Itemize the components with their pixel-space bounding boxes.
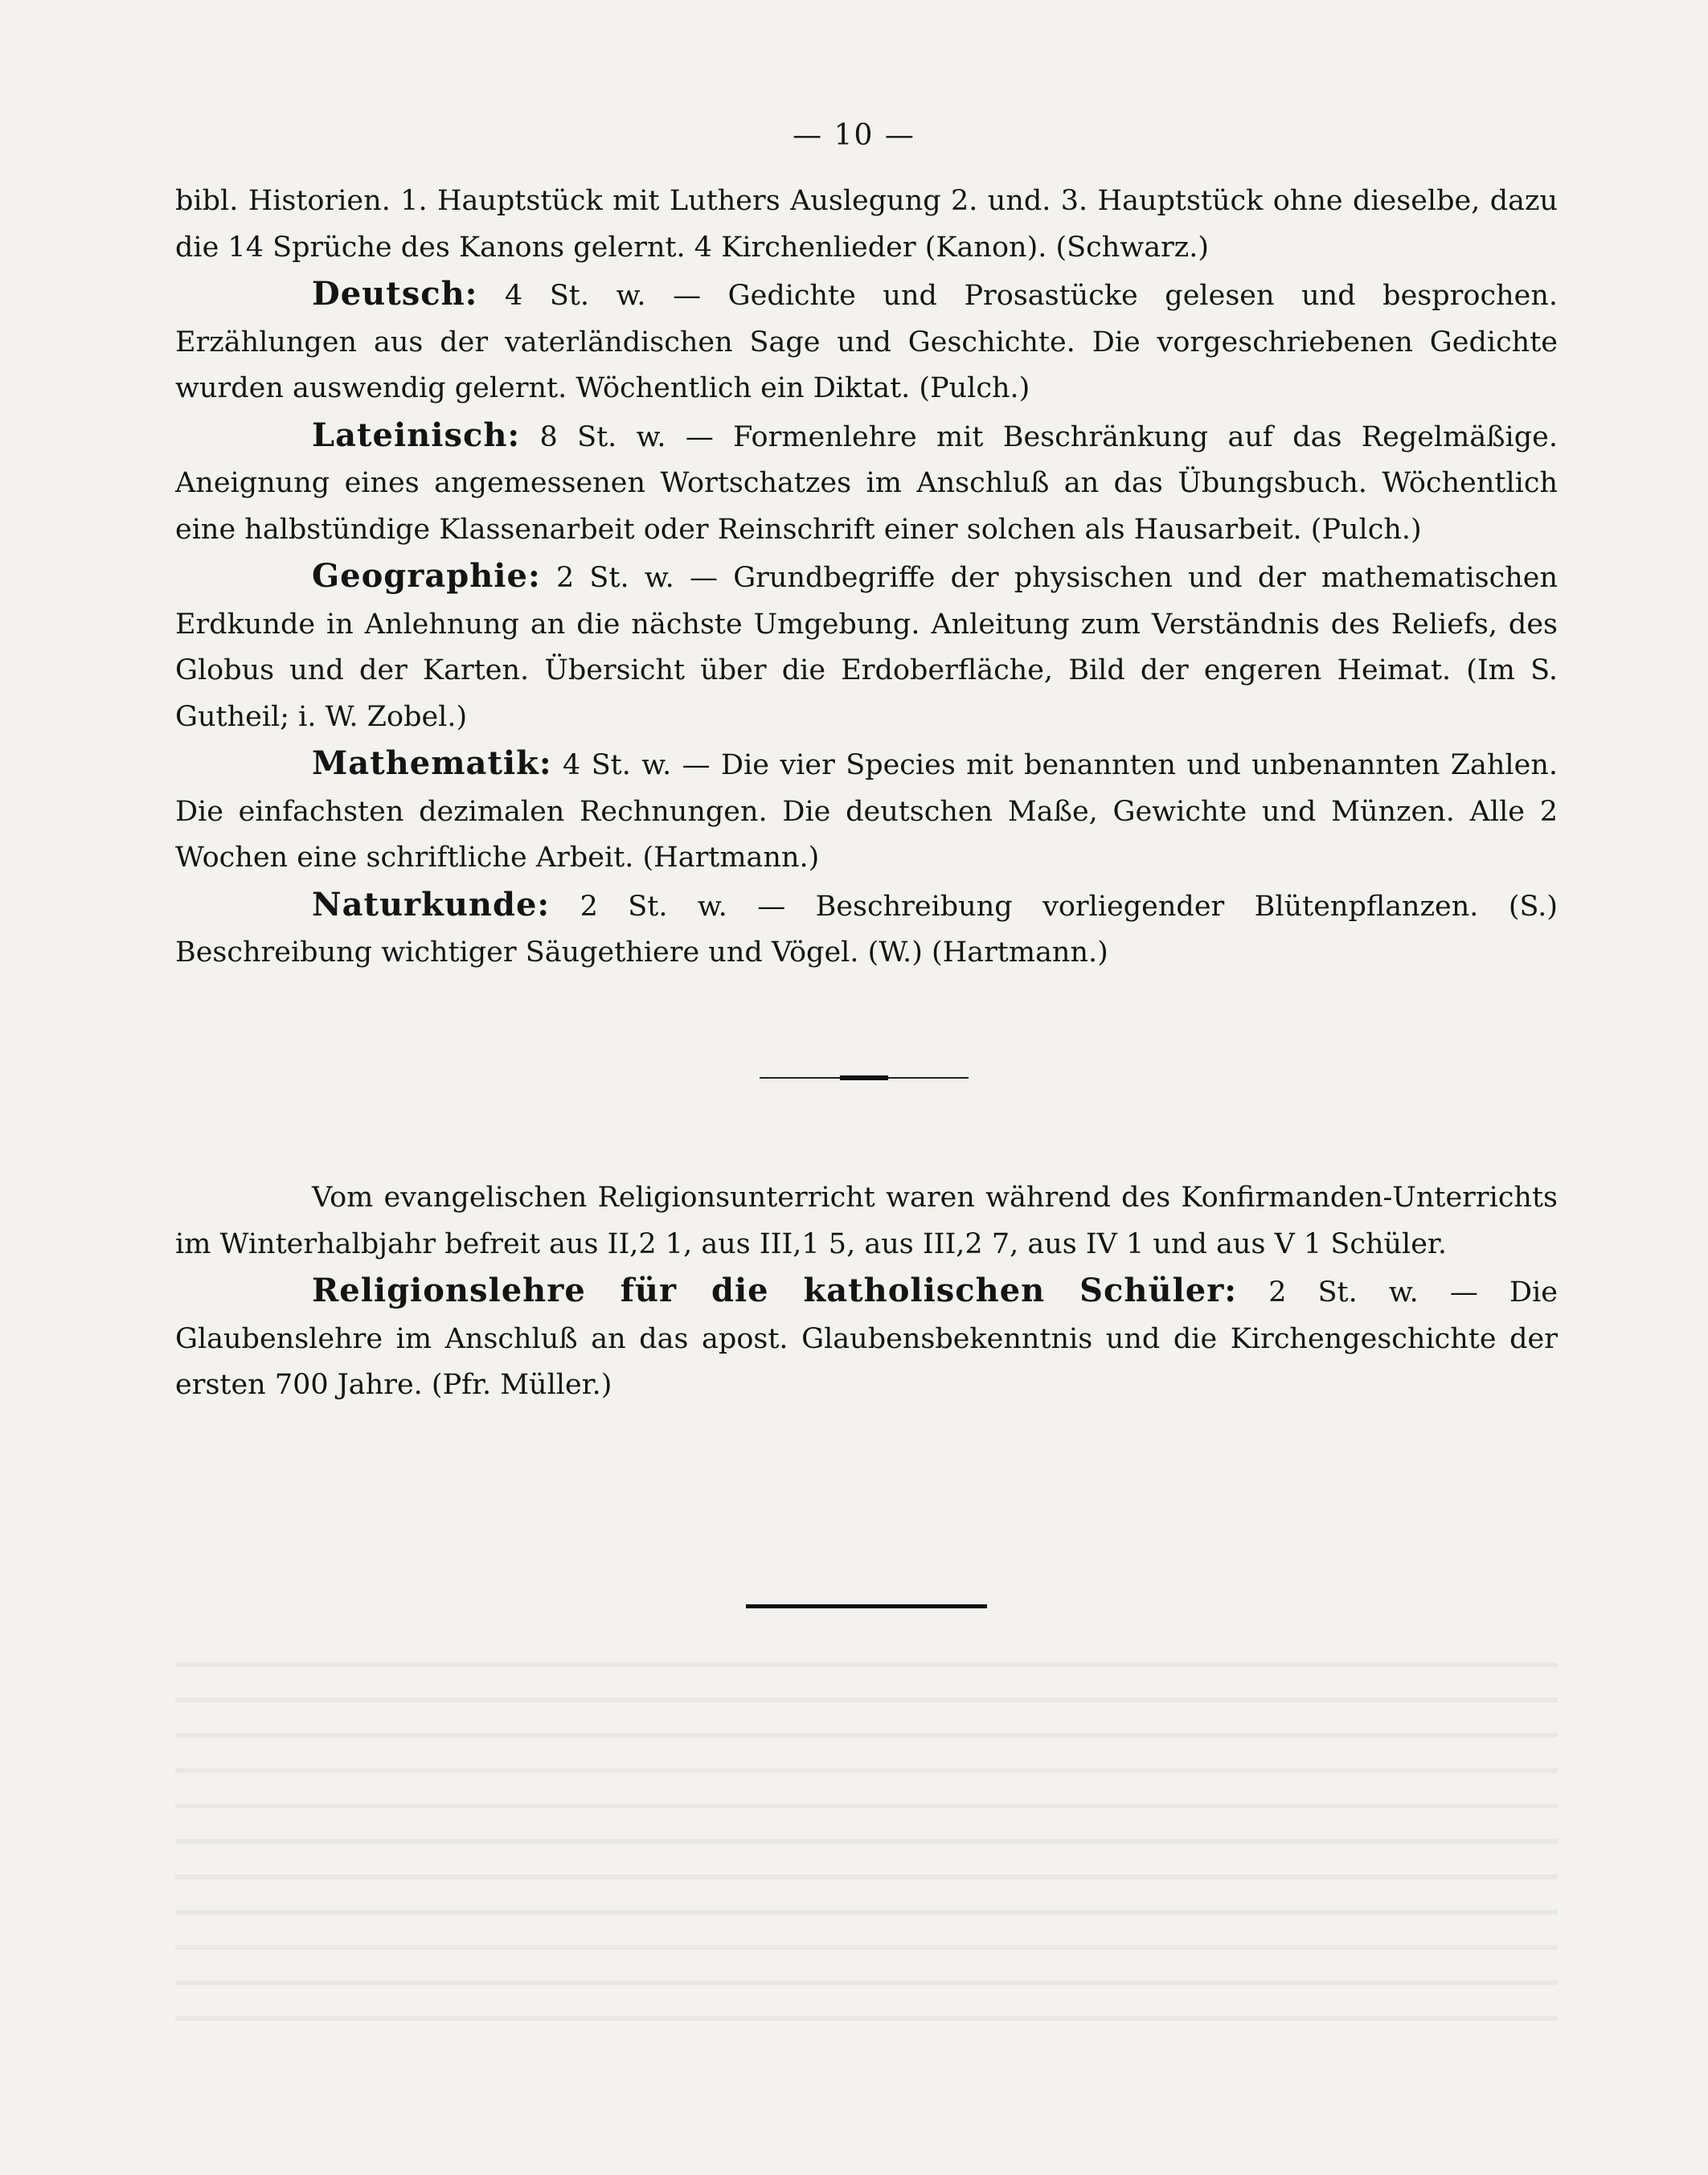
subject-heading: Geographie: <box>312 557 541 595</box>
paragraph-deutsch <box>175 271 1558 412</box>
page-number: — 10 — <box>793 119 915 152</box>
subject-heading: Religionslehre für die katholischen Schüler: <box>312 1272 1238 1309</box>
ornamental-divider <box>760 1075 969 1080</box>
paragraph-catholic-religion <box>175 1268 1558 1409</box>
subject-heading: Mathematik: <box>312 744 552 782</box>
paragraph-exemption-note <box>175 1175 1558 1268</box>
paragraph-text: 2 St. w. — Die Glaubenslehre im Anschluß an das apost. Glaubensbekenntnis und die Kirchengeschichte der ersten 700 Jahre. (Pfr. Müller.) <box>175 1276 1558 1401</box>
paragraph-text: 2 St. w. — Grundbegriffe der physischen und der mathematischen Erdkunde in Anlehnung an die nächste Umgebung. Anleitung zum Verständnis des Reliefs, des Globus und der Karten. Übersicht über die Erdoberfläche, Bild der engeren Heimat. (Im S. Gutheil; i. W. Zobel.) <box>175 562 1558 733</box>
exemptions-section <box>175 1175 1558 1409</box>
subject-heading: Naturkunde: <box>312 885 551 924</box>
subject-heading: Lateinisch: <box>312 416 521 454</box>
paragraph-text: 4 St. w. — Gedichte und Prosastücke gelesen und besprochen. Erzählungen aus der vaterländischen Sage und Geschichte. Die vorgeschriebenen Gedichte wurden auswendig gelernt. Wöchentlich ein Diktat. (Pulch.) <box>175 280 1558 404</box>
paragraph-text: bibl. Historien. 1. Hauptstück mit Luthers Auslegung 2. und. 3. Hauptstück ohne dieselbe, dazu die 14 Sprüche des Kanons gelernt. 4 Kirchenlieder (Kanon). (Schwarz.) <box>175 185 1558 264</box>
paragraph-naturkunde <box>175 882 1558 977</box>
paragraph-text: 4 St. w. — Die vier Species mit benannten und unbenannten Zahlen. Die einfachsten dezimalen Rechnungen. Die deutschen Maße, Gewichte und Münzen. Alle 2 Wochen eine schriftliche Arbeit. (Hartmann.) <box>175 749 1558 874</box>
show-through-texture <box>175 1632 1558 2050</box>
paragraph-text: 8 St. w. — Formenlehre mit Beschränkung auf das Regelmäßige. Aneignung eines angemessenen Wortschatzes im Anschluß an das Übungsbuch. Wöchentlich eine halbstündige Klassenarbeit oder Reinschrift einer solchen als Hausarbeit. (Pulch.) <box>175 420 1558 546</box>
paragraph-text: Vom evangelischen Religionsunterricht waren während des Konfirmanden-Unterrichts im Winterhalbjahr befreit aus II,2 1, aus III,1 5, aus III,2 7, aus IV 1 und aus V 1 Schüler. <box>175 1182 1558 1260</box>
paragraph-geographie <box>175 553 1558 740</box>
paragraph-lateinisch <box>175 412 1558 554</box>
curriculum-section <box>175 178 1558 977</box>
paragraph-religion-continuation <box>175 178 1558 271</box>
divider-center-bar <box>840 1075 888 1080</box>
closing-rule <box>746 1604 987 1608</box>
subject-heading: Deutsch: <box>312 275 478 313</box>
paragraph-mathematik <box>175 740 1558 882</box>
paragraph-text: 2 St. w. — Beschreibung vorliegender Blütenpflanzen. (S.) Beschreibung wichtiger Säugethiere und Vögel. (W.) (Hartmann.) <box>175 890 1558 969</box>
